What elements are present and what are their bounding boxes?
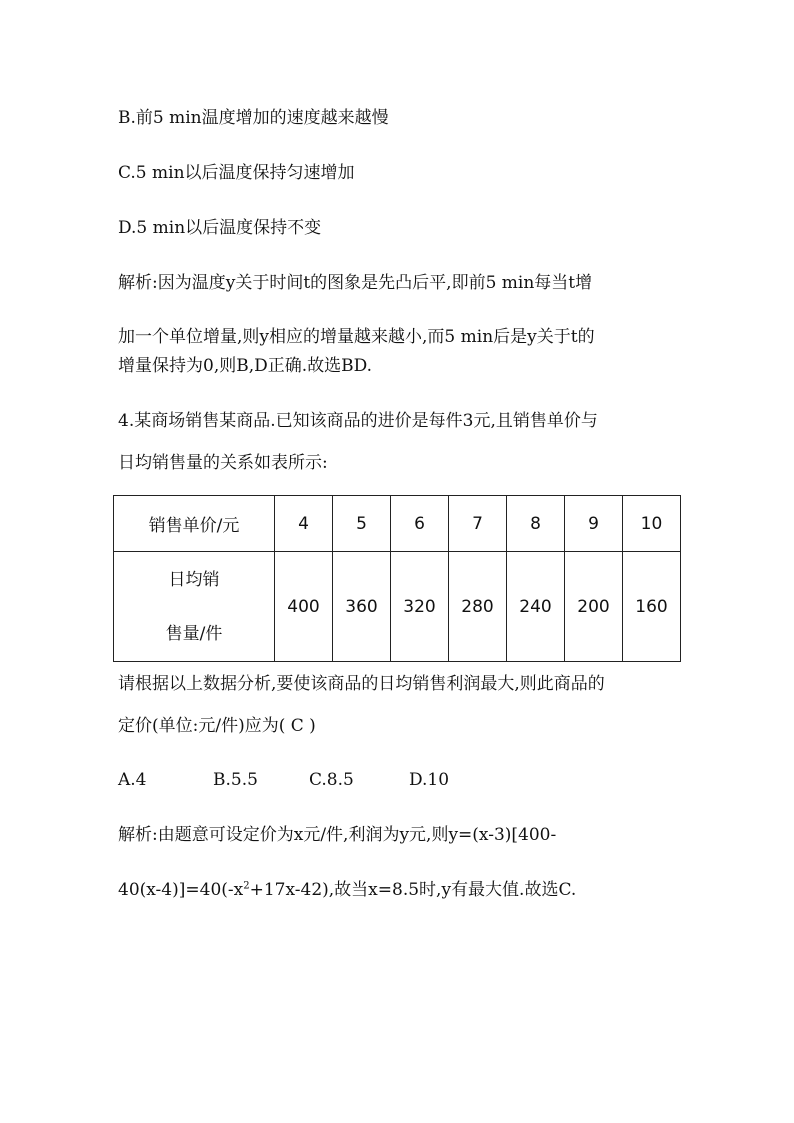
choice-a: A.4 [118, 770, 147, 790]
analysis-2-line-2 [118, 878, 576, 902]
question-4-tail-line-1: 请根据以上数据分析,要使该商品的日均销售利润最大,则此商品的 [118, 674, 605, 694]
option-c: C.5 min以后温度保持匀速增加 [118, 163, 355, 183]
answer-choices [118, 768, 449, 792]
table-header-sales-line-2: 售量/件 [165, 623, 223, 644]
analysis-1-line-1: 解析:因为温度y关于时间t的图象是先凸后平,即前5 min每当t增 [118, 273, 593, 293]
table-cell-sales: 360 [333, 552, 391, 662]
question-4-line-2: 日均销售量的关系如表所示: [118, 453, 328, 473]
table-cell-price: 9 [565, 496, 623, 552]
table-cell-price: 4 [275, 496, 333, 552]
table-cell-sales: 400 [275, 552, 333, 662]
table-header-sales-line-1: 日均销 [168, 569, 220, 590]
superscript-2: 2 [243, 880, 250, 892]
table-cell-price: 6 [391, 496, 449, 552]
table-header-sales [114, 552, 275, 662]
table-header-price: 销售单价/元 [114, 496, 275, 552]
table-cell-sales: 160 [623, 552, 681, 662]
analysis-1-line-2: 加一个单位增量,则y相应的增量越来越小,而5 min后是y关于t的 [118, 327, 595, 347]
choice-d: D.10 [409, 770, 450, 790]
table-row-sales [114, 552, 681, 662]
table-cell-sales: 280 [449, 552, 507, 662]
analysis-2-line-2-post: +17x-42),故当x=8.5时,y有最大值.故选C. [249, 880, 577, 900]
option-b: B.前5 min温度增加的速度越来越慢 [118, 108, 389, 128]
analysis-2-line-1: 解析:由题意可设定价为x元/件,利润为y元,则y=(x-3)[400- [118, 825, 557, 845]
table-cell-price: 10 [623, 496, 681, 552]
table-cell-sales: 240 [507, 552, 565, 662]
table-cell-sales: 200 [565, 552, 623, 662]
choice-c: C.8.5 [309, 770, 354, 790]
question-4-line-1: 4.某商场销售某商品.已知该商品的进价是每件3元,且销售单价与 [118, 411, 598, 431]
table-row-price [114, 496, 681, 552]
analysis-1-line-3: 增量保持为0,则B,D正确.故选BD. [118, 356, 373, 376]
option-d: D.5 min以后温度保持不变 [118, 218, 322, 238]
analysis-2-line-2-pre: 40(x-4)]=40(-x [118, 880, 244, 900]
question-4-tail-line-2: 定价(单位:元/件)应为( C ) [118, 716, 316, 736]
table-cell-price: 8 [507, 496, 565, 552]
table-cell-sales: 320 [391, 552, 449, 662]
table-cell-price: 7 [449, 496, 507, 552]
table-cell-price: 5 [333, 496, 391, 552]
choice-b: B.5.5 [213, 770, 258, 790]
price-sales-table [113, 495, 681, 662]
